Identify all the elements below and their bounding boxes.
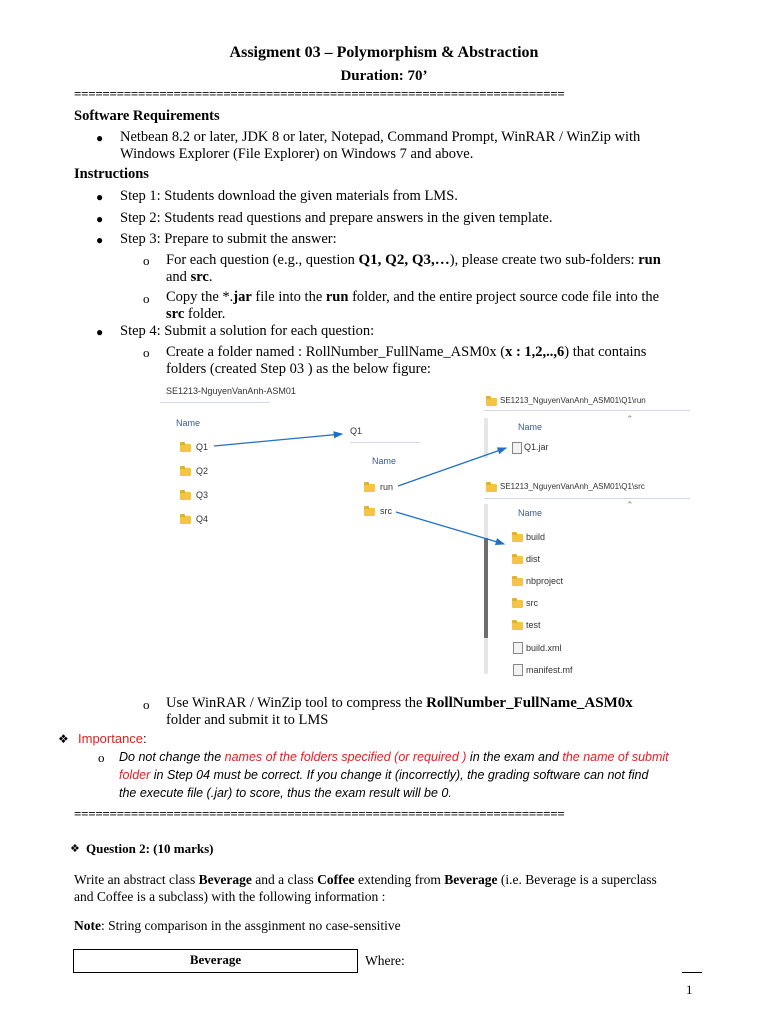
footer-rule (682, 972, 702, 973)
bullet-dot: ● (96, 190, 104, 204)
step-1: Step 1: Students download the given materials from LMS. (120, 188, 458, 204)
sub-bullet: o (143, 291, 150, 306)
diamond-icon: ❖ (70, 843, 80, 855)
step-2: Step 2: Students read questions and prepare answers in the given template. (120, 210, 553, 226)
importance-text: Do not change the names of the folders specified (or required ) in the exam and the name of submit folder in Step 04 must be correct. If you change it (incorrectly), the grading software can not find the execute file (.jar) to score, thus the exam result will be 0. (119, 750, 669, 800)
chevron-up-icon: ⌃ (626, 414, 634, 424)
step-4b: Use WinRAR / WinZip tool to compress the RollNumber_FullName_ASM0x folder and submit it to LMS (166, 695, 633, 728)
page-number: 1 (686, 982, 693, 997)
figure-arrows (160, 378, 700, 678)
bullet-dot: ● (96, 212, 104, 226)
sub-bullet: o (143, 345, 150, 360)
importance-label: Importance: (78, 731, 147, 746)
folder-q2[interactable]: Q2 (196, 466, 209, 476)
instructions-heading: Instructions (74, 166, 149, 182)
folder-structure-figure (160, 378, 700, 678)
folder-test[interactable]: test (526, 620, 541, 630)
column-name-header: Name (518, 508, 543, 518)
column-name-header: Name (518, 422, 543, 432)
step-4: Step 4: Submit a solution for each question: (120, 323, 375, 339)
note-line: Note: String comparison in the assginment no case-sensitive (74, 918, 401, 933)
where-label: Where: (365, 953, 405, 968)
path-q1: Q1 (350, 426, 363, 436)
separator-bottom: ===================================================================== (74, 806, 565, 821)
sub-bullet: o (143, 253, 150, 268)
folder-dist[interactable]: dist (526, 554, 541, 564)
bullet-dot: ● (96, 131, 104, 145)
bullet-dot: ● (96, 233, 104, 247)
path-root: SE1213-NguyenVanAnh-ASM01 (166, 386, 296, 396)
column-name-header: Name (372, 456, 397, 466)
path-src: SE1213_NguyenVanAnh_ASM01\Q1\src (500, 482, 645, 491)
chevron-up-icon: ⌃ (626, 500, 634, 510)
folder-src[interactable]: src (380, 506, 392, 516)
sub-bullet: o (98, 750, 105, 765)
folder-q3[interactable]: Q3 (196, 490, 209, 500)
arrow-q1 (214, 434, 342, 446)
bullet-dot: ● (96, 325, 104, 339)
arrow-run (398, 448, 506, 486)
arrow-src (396, 512, 504, 544)
question-description: Write an abstract class Beverage and a class Coffee extending from Beverage (i.e. Beverage is a superclass and Coffee is a subclass) with the following information : (74, 872, 657, 904)
software-requirements-text: Netbean 8.2 or later, JDK 8 or later, Notepad, Command Prompt, WinRAR / WinZip with Windows Explorer (File Explorer) on Windows 7 and above. (120, 129, 641, 162)
document-title: Assigment 03 – Polymorphism & Abstraction (229, 44, 539, 61)
step-3: Step 3: Prepare to submit the answer: (120, 231, 337, 247)
column-name-header: Name (176, 418, 201, 428)
folder-build[interactable]: build (526, 532, 546, 542)
folder-q1[interactable]: Q1 (196, 442, 209, 452)
step-4a: Create a folder named : RollNumber_FullName_ASM0x (x : 1,2,..,6) that contains folders (created Step 03 ) as the below figure: (166, 344, 647, 377)
folder-q4[interactable]: Q4 (196, 514, 209, 524)
step-3a: For each question (e.g., question Q1, Q2, Q3,…), please create two sub-folders: run and src. (166, 252, 661, 285)
separator-top: ===================================================================== (74, 86, 565, 101)
file-q1-jar[interactable]: Q1.jar (524, 442, 549, 452)
file-manifest-mf[interactable]: manifest.mf (526, 665, 573, 675)
software-requirements-heading: Software Requirements (74, 108, 220, 124)
diamond-icon: ❖ (58, 732, 69, 746)
step-3b: Copy the *.jar file into the run folder, and the entire project source code file into the src folder. (166, 289, 660, 322)
folder-src-sub[interactable]: src (526, 598, 538, 608)
question-heading: Question 2: (10 marks) (86, 841, 214, 856)
duration: Duration: 70’ (340, 68, 428, 84)
folder-run[interactable]: run (380, 482, 394, 492)
path-run: SE1213_NguyenVanAnh_ASM01\Q1\run (500, 396, 646, 405)
sub-bullet: o (143, 697, 150, 712)
file-build-xml[interactable]: build.xml (526, 643, 562, 653)
folder-nbproject[interactable]: nbproject (526, 576, 564, 586)
class-name-beverage: Beverage (189, 952, 242, 967)
